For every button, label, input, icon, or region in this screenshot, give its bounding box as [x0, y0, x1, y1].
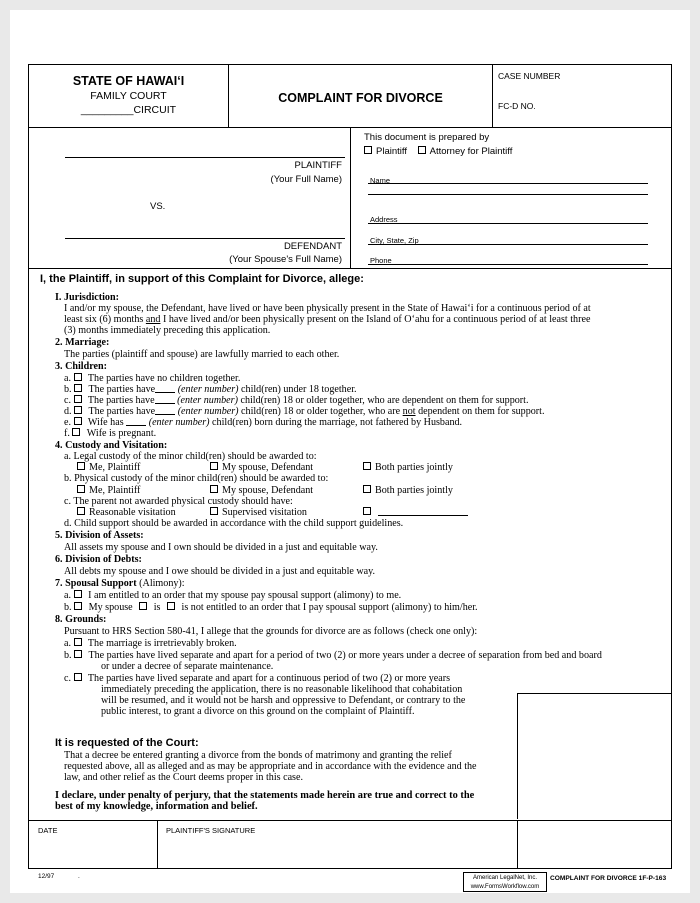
- marriage-line: The parties (plaintiff and spouse) are lawfully married to each other.: [64, 349, 340, 360]
- visitation-supervised: Supervised visitation: [210, 507, 307, 518]
- plaintiff-sublabel: (Your Full Name): [270, 174, 342, 185]
- custody-heading: 4. Custody and Visitation:: [55, 440, 168, 451]
- checkbox[interactable]: [167, 602, 175, 610]
- children-option-e: e. Wife has (enter number) child(ren) born during the marriage, not fathered by Husband.: [64, 417, 463, 428]
- checkbox[interactable]: [77, 485, 85, 493]
- visitation-line: c. The parent not awarded physical custody should have:: [64, 496, 293, 507]
- checkbox[interactable]: [363, 462, 371, 470]
- number-field[interactable]: [155, 384, 175, 393]
- checkbox[interactable]: [363, 507, 371, 515]
- divider: [350, 128, 351, 268]
- spousal-option-b: b. My spouse is is not entitled to an order that I pay spousal support (alimony) to him/her.: [64, 602, 478, 613]
- children-option-f: f. Wife is pregnant.: [64, 428, 157, 439]
- city-field[interactable]: [368, 244, 648, 245]
- form-id: COMPLAINT FOR DIVORCE 1F-P-163: [550, 875, 667, 882]
- case-number-field[interactable]: FC-D NO.: [498, 101, 536, 111]
- checkbox[interactable]: [74, 384, 82, 392]
- visitation-other: [363, 507, 468, 518]
- plaintiff-line[interactable]: [65, 157, 345, 158]
- prepared-by-options: [364, 146, 512, 157]
- legal-custody-me: Me, Plaintiff: [77, 462, 140, 473]
- checkbox[interactable]: [363, 485, 371, 493]
- request-line-2: requested above, all as alleged and as may be appropriate and in accordance with the evidence and the: [64, 761, 477, 772]
- children-option-a: a. The parties have no children together.: [64, 373, 241, 384]
- allege-heading: I, the Plaintiff, in support of this Complaint for Divorce, allege:: [40, 273, 364, 285]
- attorney-option-label: Attorney for Plaintiff: [429, 146, 513, 157]
- checkbox[interactable]: [210, 485, 218, 493]
- name-field-2[interactable]: [368, 194, 648, 195]
- request-line-1: That a decree be entered granting a divorce from the bonds of matrimony and granting the relief: [64, 750, 452, 761]
- legal-custody-both: Both parties jointly: [363, 462, 453, 473]
- grounds-heading: 8. Grounds:: [55, 614, 107, 625]
- declaration-line-2: best of my knowledge, information and belief.: [55, 801, 258, 812]
- address-label: Address: [370, 215, 398, 224]
- publisher-url: www.FormsWorkflow.com: [470, 883, 540, 890]
- checkbox[interactable]: [74, 602, 82, 610]
- children-option-b: b. The parties have (enter number) child(ren) under 18 together.: [64, 384, 357, 395]
- number-field[interactable]: [126, 417, 146, 426]
- checkbox[interactable]: [74, 590, 82, 598]
- checkbox[interactable]: [210, 462, 218, 470]
- address-field[interactable]: [368, 223, 648, 224]
- assets-heading: 5. Division of Assets:: [55, 530, 144, 541]
- name-field[interactable]: [368, 183, 648, 184]
- prepared-by-label: This document is prepared by: [364, 132, 490, 143]
- jurisdiction-line-3: (3) months immediately preceding this application.: [64, 325, 271, 336]
- circuit-field[interactable]: _________CIRCUIT: [80, 104, 177, 116]
- checkbox[interactable]: [74, 395, 82, 403]
- checkbox[interactable]: [210, 507, 218, 515]
- child-support-line: d. Child support should be awarded in accordance with the child support guidelines.: [64, 518, 404, 529]
- debts-line: All debts my spouse and I owe should be divided in a just and equitable way.: [64, 566, 376, 577]
- checkbox[interactable]: [72, 428, 80, 436]
- grounds-option-b: b. The parties have lived separate and apart for a period of two (2) or more years under a decree of separation from bed and board: [64, 650, 602, 661]
- date-field[interactable]: DATE: [38, 826, 58, 835]
- physical-custody-me: Me, Plaintiff: [77, 485, 140, 496]
- footer-dot: .: [78, 873, 80, 880]
- publisher-box: [463, 872, 547, 892]
- phone-label: Phone: [370, 256, 392, 265]
- checkbox[interactable]: [74, 406, 82, 414]
- divider: [29, 820, 671, 821]
- checkbox[interactable]: [74, 373, 82, 381]
- divider: [157, 821, 158, 868]
- defendant-label: DEFENDANT: [283, 241, 342, 252]
- publisher-name: American LegalNet, Inc.: [472, 875, 538, 881]
- children-option-c: c. The parties have (enter number) child(ren) 18 or older together, who are dependent on them for support.: [64, 395, 529, 406]
- physical-custody-both: Both parties jointly: [363, 485, 453, 496]
- name-label: Name: [370, 176, 391, 185]
- versus: VS.: [150, 201, 166, 212]
- phone-field[interactable]: [368, 264, 648, 265]
- state-title: STATE OF HAWAI‘I: [72, 74, 185, 88]
- divider: [29, 268, 671, 269]
- checkbox[interactable]: [77, 507, 85, 515]
- court-name: FAMILY COURT: [90, 90, 167, 102]
- physical-custody-spouse: My spouse, Defendant: [210, 485, 313, 496]
- checkbox[interactable]: [74, 638, 82, 646]
- visitation-reasonable: Reasonable visitation: [77, 507, 176, 518]
- defendant-line[interactable]: [65, 238, 345, 239]
- jurisdiction-line-2: least six (6) months and I have lived and/or been physically present on the Island of O‘ahu for a continuous period of at least three: [64, 314, 591, 325]
- spousal-support-heading: 7. Spousal Support (Alimony):: [55, 578, 185, 589]
- request-line-3: law, and other relief as the Court deems proper in this case.: [64, 772, 303, 783]
- request-heading: It is requested of the Court:: [55, 737, 199, 749]
- plaintiff-checkbox[interactable]: [364, 146, 372, 154]
- marriage-heading: 2. Marriage:: [55, 337, 110, 348]
- legal-custody-line: a. Legal custody of the minor child(ren) should be awarded to:: [64, 451, 317, 462]
- grounds-option-c-line3: will be resumed, and it would not be harsh and oppressive to Defendant, or contrary to the: [101, 695, 466, 706]
- jurisdiction-line-1: I and/or my spouse, the Defendant, have lived or have been physically present in the State of Hawai‘i for a continuous period of at: [64, 303, 591, 314]
- number-field[interactable]: [155, 406, 175, 415]
- checkbox[interactable]: [139, 602, 147, 610]
- children-option-d: d. The parties have (enter number) child(ren) 18 or older together, who are not dependent on them for support.: [64, 406, 545, 417]
- grounds-option-c-line4: public interest, to grant a divorce on this ground on the complaint of Plaintiff.: [101, 706, 415, 717]
- divider: [492, 65, 493, 128]
- physical-custody-line: b. Physical custody of the minor child(ren) should be awarded to:: [64, 473, 329, 484]
- debts-heading: 6. Division of Debts:: [55, 554, 142, 565]
- signature-field[interactable]: PLAINTIFF'S SIGNATURE: [166, 826, 256, 835]
- grounds-option-c-line2: immediately preceding the application, there is no reasonable likelihood that cohabitation: [101, 684, 463, 695]
- legal-custody-spouse: My spouse, Defendant: [210, 462, 313, 473]
- number-field[interactable]: [155, 395, 175, 404]
- declaration-line-1: I declare, under penalty of perjury, that the statements made herein are true and correct to the: [55, 790, 475, 801]
- grounds-option-b-cont: or under a decree of separate maintenance.: [101, 661, 274, 672]
- checkbox[interactable]: [77, 462, 85, 470]
- grounds-option-c: c. The parties have lived separate and apart for a continuous period of two (2) or more years: [64, 673, 451, 684]
- court-use-box: [517, 693, 672, 819]
- spousal-option-a: a. I am entitled to an order that my spouse pay spousal support (alimony) to me.: [64, 590, 402, 601]
- checkbox[interactable]: [74, 673, 82, 681]
- jurisdiction-heading: I. Jurisdiction:: [55, 292, 119, 303]
- assets-line: All assets my spouse and I own should be divided in a just and equitable way.: [64, 542, 378, 553]
- grounds-intro: Pursuant to HRS Section 580-41, I allege that the grounds for divorce are as follows (check one only):: [64, 626, 478, 637]
- plaintiff-option-label: Plaintiff: [376, 146, 407, 157]
- revision-date: 12/97: [38, 873, 55, 880]
- divider: [517, 821, 518, 868]
- plaintiff-label: PLAINTIFF: [294, 160, 342, 171]
- city-label: City, State, Zip: [370, 236, 419, 245]
- other-visitation-field[interactable]: [378, 507, 468, 516]
- form-title: COMPLAINT FOR DIVORCE: [278, 91, 443, 105]
- checkbox[interactable]: [74, 417, 82, 425]
- defendant-sublabel: (Your Spouse's Full Name): [229, 254, 342, 265]
- grounds-option-a: a. The marriage is irretrievably broken.: [64, 638, 237, 649]
- children-heading: 3. Children:: [55, 361, 107, 372]
- attorney-checkbox[interactable]: [418, 146, 426, 154]
- case-number-label: CASE NUMBER: [498, 71, 561, 81]
- checkbox[interactable]: [74, 650, 82, 658]
